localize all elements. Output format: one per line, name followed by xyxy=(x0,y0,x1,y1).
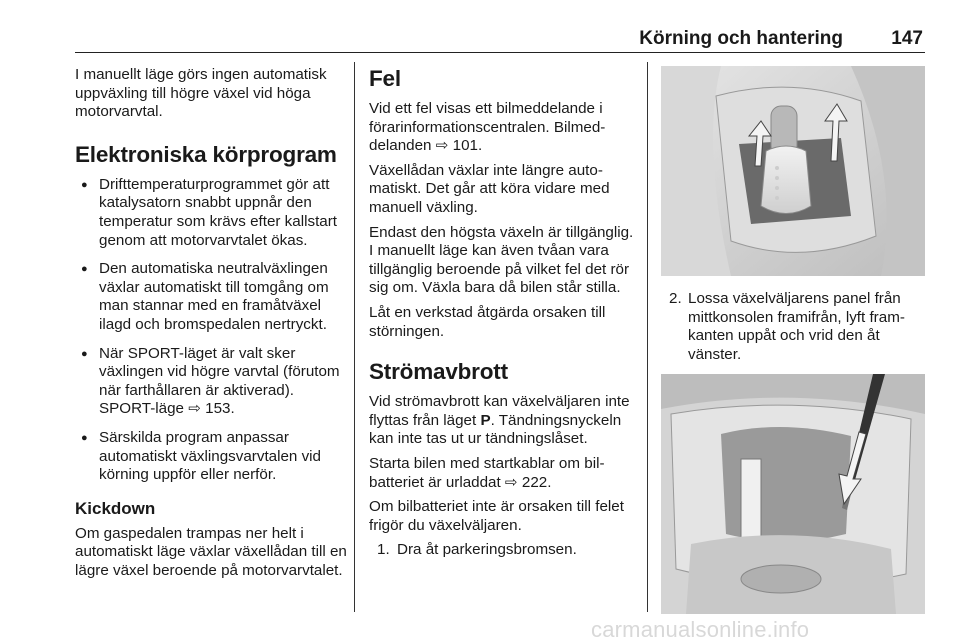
step-number: 2. xyxy=(669,290,682,307)
step-item xyxy=(369,541,637,560)
step-text: Dra åt parkeringsbromsen. xyxy=(397,541,577,559)
strom-paragraph xyxy=(369,393,637,449)
section-heading-fel: Fel xyxy=(369,66,401,91)
watermark: carmanualsonline.info xyxy=(591,617,810,642)
column-1 xyxy=(75,66,347,586)
fel-paragraph: Endast den högsta växeln är tillgänglig. I manuellt läge kan även tvåan vara tillgänglig beroende på vilket fel det rör sig om. Växla bara då bilen står stilla. xyxy=(369,223,634,297)
gear-p-label: P xyxy=(480,411,491,429)
bullet-list xyxy=(75,176,347,485)
fel-paragraph: Låt en verkstad åtgärda orsaken till störningen. xyxy=(369,303,606,340)
bullet-item: ● Drifttemperaturprogrammet gör att katalysatorn snabbt uppnår den temperatur som krävs efter kallstart genom att motorvarvtalet ökas. xyxy=(75,176,347,250)
gear-selector-illustration xyxy=(661,66,925,276)
column-2 xyxy=(369,66,637,566)
intro-paragraph: I manuellt läge görs ingen automatisk uppväxling till högre växel vid höga motorvarvtal. xyxy=(75,66,327,121)
strom-paragraph: Om bilbatteriet inte är orsaken till felet frigör du växelväljaren. xyxy=(369,498,624,534)
page-header xyxy=(75,28,925,50)
bullet-item: ● När SPORT-läget är valt sker växlingen vid högre varvtal (förutom när farthållaren är aktiverad). SPORT-läge ⇨ 153. xyxy=(75,345,347,419)
column-divider xyxy=(647,62,648,612)
strom-paragraph: Starta bilen med startkablar om bilbatteriet är urladdat ⇨ 222. xyxy=(369,454,605,491)
step-text: Lossa växelväljarens panel från mittkonsolen framifrån, lyft framkanten uppåt och vrid den åt vänster. xyxy=(688,290,905,363)
fel-paragraph: Växellådan växlar inte längre automatiskt. Det går att köra vidare med manuell växling. xyxy=(369,161,610,216)
strom-text: . Tändningsnyckeln kan inte tas ut ur tändningslåset. xyxy=(369,411,622,448)
step-number: 1. xyxy=(377,541,390,559)
column-divider xyxy=(354,62,355,612)
bullet-item: ● Den automatiska neutralväxlingen växlar automatiskt till tomgång om man stannar med en framåtväxel ilagd och bromspedalen nertryckt. xyxy=(75,260,347,334)
strom-text: Vid strömavbrott kan växelväljaren inte flyttas från läget xyxy=(369,393,630,429)
panel-removal-illustration xyxy=(661,374,925,614)
section-heading: Elektroniska körprogram xyxy=(75,141,337,167)
kickdown-paragraph: Om gaspedalen trampas ner helt i automatiskt läge växlar växellådan till en lägre växel beroende på motorvarvtalet. xyxy=(75,524,347,579)
subsection-heading: Kickdown xyxy=(75,498,156,518)
header-divider xyxy=(75,52,925,53)
bullet-item: ● Särskilda program anpassar automatiskt växlingsvarvtalen vid körning uppför eller nerför. xyxy=(75,429,347,485)
step-item xyxy=(661,290,927,364)
column-3 xyxy=(661,66,927,614)
gear-selector-drawing xyxy=(661,66,925,276)
fel-paragraph: Vid ett fel visas ett bilmeddelande i förarinformationscentralen. Bilmeddelanden ⇨ 101. xyxy=(369,100,606,155)
header-title: Körning och hantering xyxy=(639,28,843,49)
section-heading-strom: Strömavbrott xyxy=(369,359,508,385)
page-number: 147 xyxy=(891,28,923,49)
panel-removal-drawing xyxy=(661,374,925,614)
